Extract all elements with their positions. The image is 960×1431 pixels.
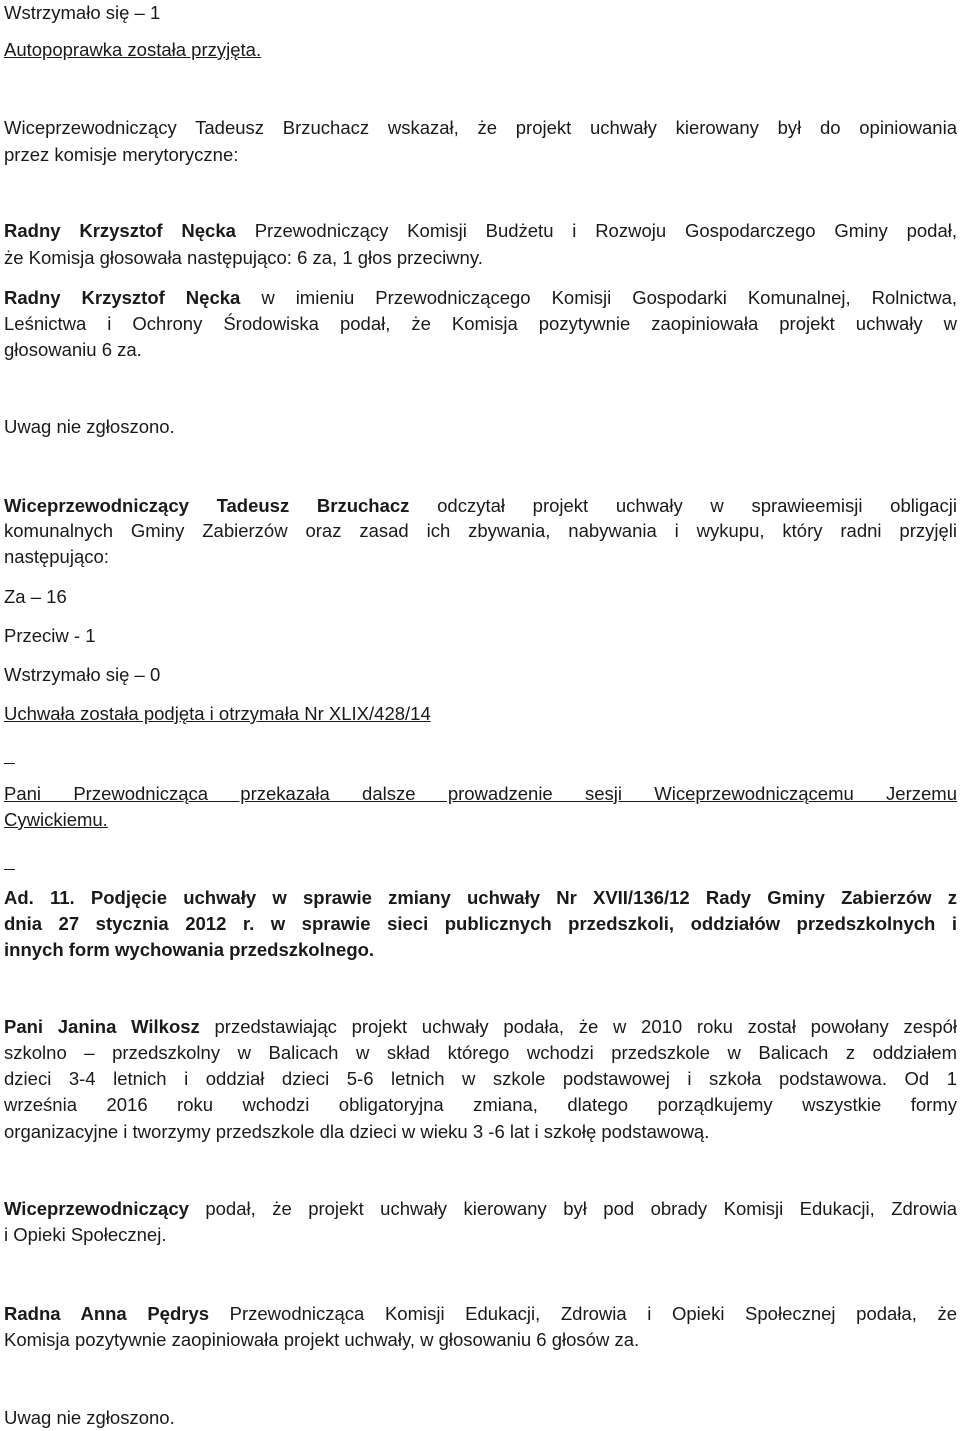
paragraph-line: szkolno – przedszkolny w Balicach w skład którego wchodzi przedszkole w Balicach z oddziałem bbox=[4, 1042, 957, 1063]
paragraph-line: Komisja pozytywnie zaopiniowała projekt uchwały, w głosowaniu 6 głosów za. bbox=[4, 1329, 640, 1350]
paragraph-line: Pani Przewodnicząca przekazała dalsze prowadzenie sesji Wiceprzewodniczącemu Jerzemu bbox=[4, 783, 957, 804]
paragraph-line: komunalnych Gminy Zabierzów oraz zasad ich zbywania, nabywania i wykupu, który radni przyjęli bbox=[4, 520, 957, 541]
paragraph-text: odczytał projekt uchwały w sprawieemisji obligacji bbox=[409, 495, 957, 516]
vote-for-line: Za – 16 bbox=[4, 586, 67, 607]
agenda-item-heading: dnia 27 stycznia 2012 r. w sprawie sieci publicznych przedszkoli, oddziałów przedszkolnych i bbox=[4, 913, 957, 934]
no-remarks-line: Uwag nie zgłoszono. bbox=[4, 416, 175, 437]
amendment-accepted-line: Autopoprawka została przyjęta. bbox=[4, 39, 262, 60]
speaker-name: Wiceprzewodniczący Tadeusz Brzuchacz bbox=[4, 495, 410, 516]
paragraph-line bbox=[4, 218, 957, 244]
paragraph-line: dzieci 3-4 letnich i oddział dzieci 5-6 letnich w szkole podstawowej i szkoła podstawowa. Od 1 bbox=[4, 1068, 957, 1089]
paragraph-line: Leśnictwa i Ochrony Środowiska podał, że Komisja pozytywnie zaopiniowała projekt uchwały w bbox=[4, 313, 957, 334]
paragraph-line: Cywickiemu. bbox=[4, 809, 108, 830]
paragraph-text: w imieniu Przewodniczącego Komisji Gospodarki Komunalnej, Rolnictwa, bbox=[240, 287, 957, 308]
paragraph-line bbox=[4, 1014, 957, 1040]
agenda-item-heading: innych form wychowania przedszkolnego. bbox=[4, 939, 375, 960]
resolution-adopted-line: Uchwała została podjęta i otrzymała Nr XLIX/428/14 bbox=[4, 703, 431, 724]
paragraph-line: głosowaniu 6 za. bbox=[4, 339, 142, 360]
paragraph-line bbox=[4, 1301, 957, 1327]
paragraph-line: że Komisja głosowała następująco: 6 za, 1 głos przeciwny. bbox=[4, 247, 483, 268]
paragraph-line: i Opieki Społecznej. bbox=[4, 1224, 167, 1245]
agenda-item-heading: Ad. 11. Podjęcie uchwały w sprawie zmiany uchwały Nr XVII/136/12 Rady Gminy Zabierzów z bbox=[4, 887, 957, 908]
paragraph-text: Przewodniczący Komisji Budżetu i Rozwoju Gospodarczego Gminy podał, bbox=[235, 220, 958, 241]
speaker-name: Radny Krzysztof Nęcka bbox=[4, 220, 236, 241]
paragraph-line bbox=[4, 493, 957, 519]
paragraph-line bbox=[4, 285, 957, 311]
paragraph-line: września 2016 roku wchodzi obligatoryjna zmiana, dlatego porządkujemy wszystkie formy bbox=[4, 1094, 957, 1115]
speaker-name: Wiceprzewodniczący bbox=[4, 1198, 189, 1219]
paragraph-text: przedstawiając projekt uchwały podała, że w 2010 roku został powołany zespół bbox=[199, 1016, 957, 1037]
paragraph-line: Wiceprzewodniczący Tadeusz Brzuchacz wskazał, że projekt uchwały kierowany był do opiniowania bbox=[4, 117, 957, 138]
paragraph-line: przez komisje merytoryczne: bbox=[4, 144, 239, 165]
speaker-name: Pani Janina Wilkosz bbox=[4, 1016, 200, 1037]
paragraph-text: podał, że projekt uchwały kierowany był pod obrady Komisji Edukacji, Zdrowia bbox=[188, 1198, 957, 1219]
vote-abstain-line: Wstrzymało się – 1 bbox=[4, 2, 161, 23]
paragraph-text: Przewodnicząca Komisji Edukacji, Zdrowia i Opieki Społecznej podała, że bbox=[209, 1303, 957, 1324]
vote-against-line: Przeciw - 1 bbox=[4, 625, 96, 646]
empty-underlined-line bbox=[4, 763, 15, 764]
paragraph-line: organizacyjne i tworzymy przedszkole dla dzieci w wieku 3 -6 lat i szkołę podstawową. bbox=[4, 1121, 710, 1142]
vote-abstain-line: Wstrzymało się – 0 bbox=[4, 664, 161, 685]
no-remarks-line: Uwag nie zgłoszono. bbox=[4, 1407, 175, 1428]
paragraph-line: następująco: bbox=[4, 546, 109, 567]
paragraph-line bbox=[4, 1196, 957, 1222]
speaker-name: Radny Krzysztof Nęcka bbox=[4, 287, 241, 308]
empty-underlined-line bbox=[4, 869, 15, 870]
speaker-name: Radna Anna Pędrys bbox=[4, 1303, 210, 1324]
